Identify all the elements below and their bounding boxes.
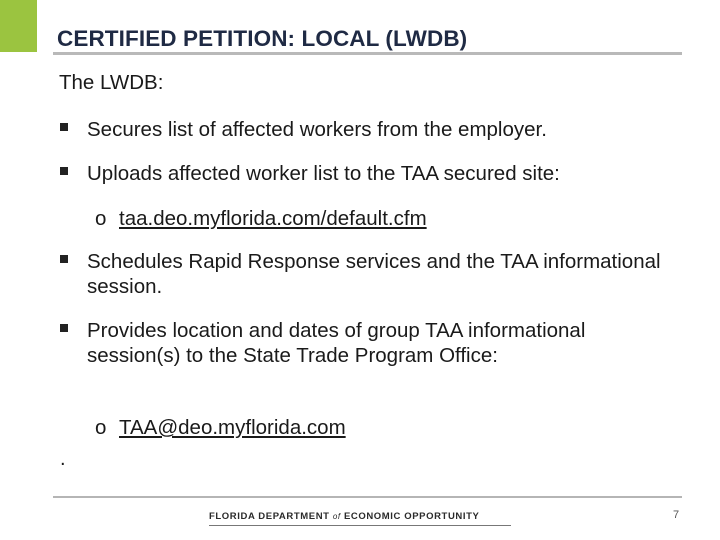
sub-bullet-site (95, 206, 427, 231)
logo-text-part2: ECONOMIC OPPORTUNITY (343, 511, 480, 522)
square-bullet-icon (60, 255, 68, 263)
logo-text-part1: FLORIDA DEPARTMENT (209, 511, 330, 522)
bullet-text: Uploads affected worker list to the TAA secured site: (87, 162, 560, 185)
square-bullet-icon (60, 123, 68, 131)
bullet-text: Secures list of affected workers from the employer. (87, 118, 547, 141)
intro-text: The LWDB: (59, 71, 164, 94)
square-bullet-icon (60, 167, 68, 175)
bullet-text: Schedules Rapid Response services and the TAA informational session. (87, 250, 661, 298)
footer-divider (53, 496, 682, 498)
title-divider (53, 52, 682, 55)
page-number: 7 (673, 509, 680, 521)
circle-bullet-icon: o (95, 416, 107, 439)
taa-email-link[interactable]: TAA@deo.myflorida.com (119, 416, 346, 439)
accent-bar (0, 0, 37, 52)
agency-logo (209, 511, 479, 525)
square-bullet-icon (60, 324, 68, 332)
logo-text-of: of (332, 512, 341, 521)
page-title: CERTIFIED PETITION: LOCAL (LWDB) (57, 26, 468, 51)
bullet-text: Provides location and dates of group TAA informational session(s) to the State Trade Program Office: (87, 319, 586, 367)
logo-underline (209, 525, 511, 526)
trailing-period: . (60, 448, 66, 470)
circle-bullet-icon: o (95, 207, 107, 230)
taa-site-link[interactable]: taa.deo.myflorida.com/default.cfm (119, 207, 427, 230)
sub-bullet-email (95, 415, 346, 440)
